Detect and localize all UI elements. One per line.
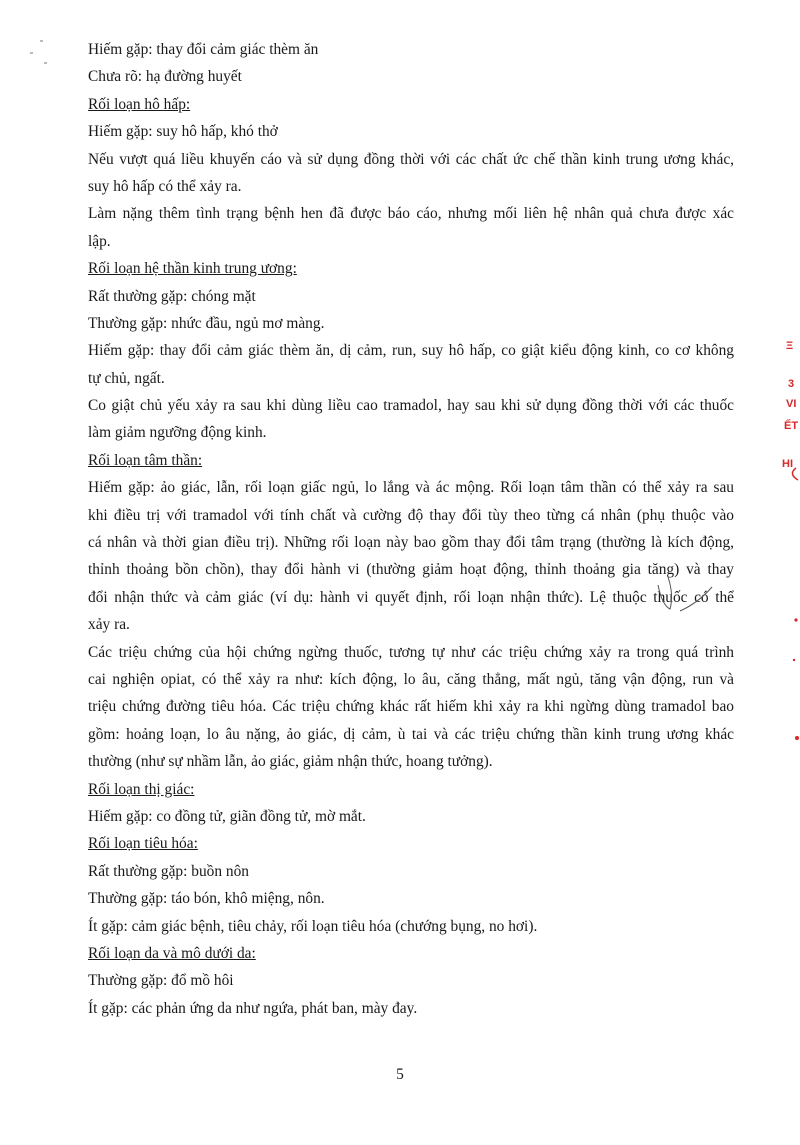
text-line: làm giảm ngưỡng động kinh. [88,424,267,442]
text-line: Chưa rõ: hạ đường huyết [88,68,242,86]
text-line: Hiếm gặp: thay đổi cảm giác thèm ăn, dị cảm, run, suy hô hấp, co giật kiểu động kinh, co cơ không [88,342,734,360]
text-line: Rất thường gặp: buồn nôn [88,862,249,880]
text-line: Co giật chủ yếu xảy ra sau khi dùng liều cao tramadol, hay sau khi sử dụng đồng thời với các thuốc [88,397,734,415]
text-line: Thường gặp: nhức đầu, ngủ mơ màng. [88,314,325,332]
text-line: Thường gặp: đổ mồ hôi [88,972,234,990]
stamp-mark: Ξ [786,340,794,352]
text-line: xảy ra. [88,616,130,634]
text-line: Hiếm gặp: co đồng tử, giãn đồng tử, mờ mắt. [88,807,366,825]
stamp-mark: ẾT [784,420,799,432]
section-heading: Rối loạn hệ thần kinh trung ương: [88,260,297,278]
scan-speck [30,52,33,54]
stamp-mark: HI [782,458,793,470]
text-line: triệu chứng đường tiêu hóa. Các triệu chứng khác rất hiếm khi xảy ra khi ngừng dùng tramadol bao [88,698,734,716]
handwritten-mark [640,565,720,625]
section-heading: Rối loạn hô hấp: [88,95,191,113]
text-line: Ít gặp: cảm giác bệnh, tiêu chảy, rối loạn tiêu hóa (chướng bụng, no hơi). [88,917,538,935]
section-heading: Rối loạn tâm thần: [88,451,203,469]
text-line: lập. [88,232,111,250]
page-number: 5 [396,1066,404,1083]
text-line: gồm: hoảng loạn, lo âu nặng, ảo giác, dị cảm, ù tai và các triệu chứng thần kinh trung ương khác [88,725,734,743]
text-line: khi điều trị với tramadol với tính chất và cường độ thay đổi tùy theo từng cá nhân (phụ thuộc vào [88,506,734,524]
document-body [88,36,734,1022]
text-line: suy hô hấp có thể xảy ra. [88,177,242,195]
section-heading: Rối loạn tiêu hóa: [88,835,198,853]
text-line: Thường gặp: táo bón, khô miệng, nôn. [88,890,325,908]
text-line: tự chủ, ngất. [88,369,165,387]
scan-speck [40,40,43,42]
text-line: thỉnh thoảng bồn chồn), thay đổi hành vi (thường giảm hoạt động, thỉnh thoảng gia tăng) và thay [88,561,734,579]
text-line: Rất thường gặp: chóng mặt [88,287,256,305]
stamp-fragment [782,340,800,740]
text-line: thường (như sự nhầm lẫn, ảo giác, giảm nhận thức, hoang tưởng). [88,753,493,771]
section-heading: Rối loạn thị giác: [88,780,195,798]
text-line: đổi nhận thức và cảm giác (ví dụ: hành vi quyết định, rối loạn nhận thức). Lệ thuộc thuốc có thể [88,588,734,606]
text-line: cá nhân và thời gian điều trị). Những rối loạn này bao gồm thay đổi tâm trạng (thường là kích động, [88,534,734,552]
text-line: Nếu vượt quá liều khuyến cáo và sử dụng đồng thời với các chất ức chế thần kinh trung ương khác, [88,150,734,168]
text-line: Hiếm gặp: thay đổi cảm giác thèm ăn [88,41,319,58]
section-heading: Rối loạn da và mô dưới da: [88,944,256,962]
text-line: Hiếm gặp: suy hô hấp, khó thở [88,123,278,141]
stamp-mark: 3 [788,378,795,390]
text-line: Các triệu chứng của hội chứng ngừng thuốc, tương tự như các triệu chứng xảy ra trong quá trình [88,643,734,661]
scan-speck [44,62,47,64]
text-line: cai nghiện opiat, có thể xảy ra như: kích động, lo âu, căng thẳng, mất ngủ, tăng vận động, run và [88,670,734,688]
text-line: Ít gặp: các phản ứng da như ngứa, phát ban, mày đay. [88,999,418,1017]
stamp-arc [782,340,800,740]
text-line: Làm nặng thêm tình trạng bệnh hen đã được báo cáo, nhưng mối liên hệ nhân quả chưa được xác [88,205,734,223]
stamp-mark: VI [786,398,797,410]
text-line: Hiếm gặp: ảo giác, lẫn, rối loạn giấc ngủ, lo lắng và ác mộng. Rối loạn tâm thần có thể xảy ra sau [88,479,734,497]
